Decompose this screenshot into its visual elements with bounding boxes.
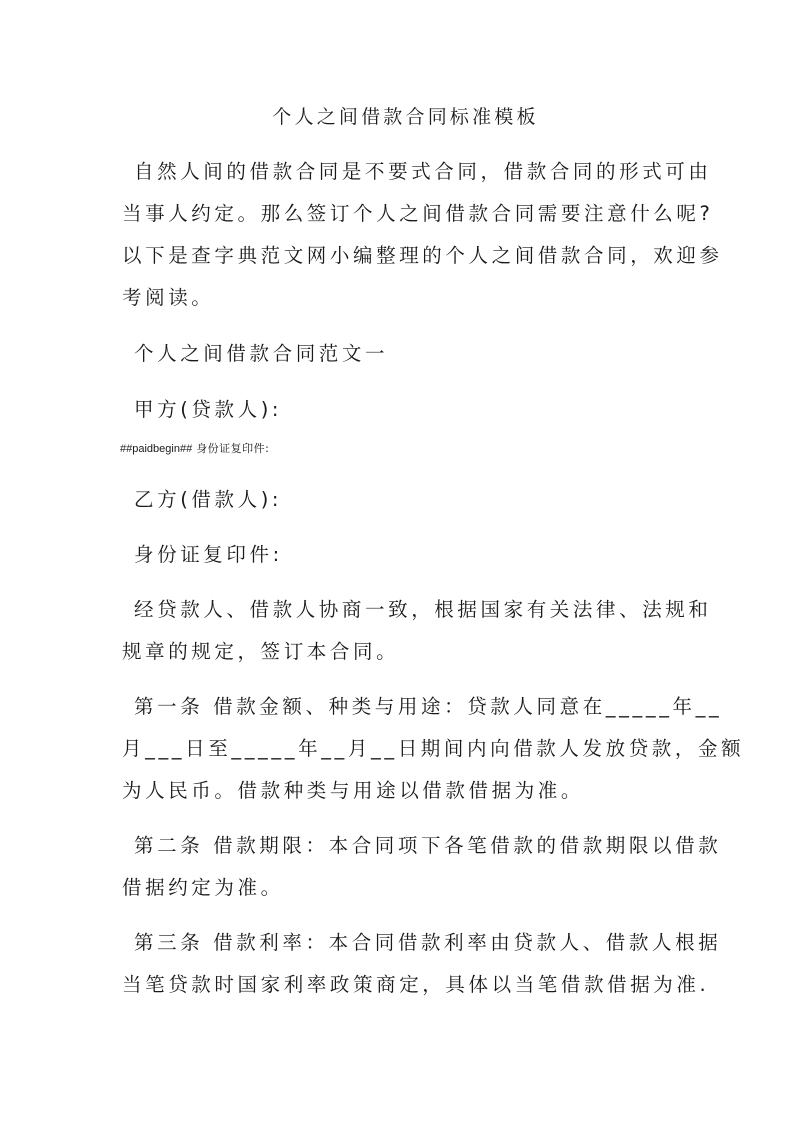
article-1-line: 第一条 借款金额、种类与用途：贷款人同意在_____年__ — [134, 695, 723, 718]
article-3-line: 当笔贷款时国家利率政策商定，具体以当笔借款借据为准. — [122, 973, 710, 996]
article-2-line: 第二条 借款期限：本合同项下各笔借款的借款期限以借款 — [134, 834, 722, 857]
preamble-line: 经贷款人、借款人协商一致，根据国家有关法律、法规和 — [134, 598, 712, 621]
preamble-line: 规章的规定，签订本合同。 — [122, 640, 400, 663]
paid-marker-tag: ##paidbegin## — [120, 443, 193, 455]
intro-line: 考阅读。 — [122, 286, 215, 309]
document-title: 个人之间借款合同标准模板 — [272, 106, 539, 128]
article-2-line: 借据约定为准。 — [122, 876, 284, 899]
article-1-line: 为人民币。借款种类与用途以借款借据为准。 — [122, 779, 585, 802]
section-heading: 个人之间借款合同范文一 — [134, 342, 389, 365]
intro-line: 自然人间的借款合同是不要式合同，借款合同的形式可由 — [134, 160, 712, 183]
paid-marker — [120, 441, 269, 457]
party-a-label: 甲方(贷款人): — [134, 398, 283, 421]
article-1-line: 月___日至_____年__月__日期间内向借款人发放贷款，金额 — [122, 737, 745, 760]
paid-marker-text: 身份证复印件: — [196, 442, 270, 455]
intro-line: 当事人约定。那么签订个人之间借款合同需要注意什么呢? — [122, 202, 714, 225]
id-copy-label: 身份证复印件: — [134, 543, 283, 566]
party-b-label: 乙方(借款人): — [134, 488, 283, 511]
intro-line: 以下是查字典范文网小编整理的个人之间借款合同，欢迎参 — [122, 244, 723, 267]
article-3-line: 第三条 借款利率：本合同借款利率由贷款人、借款人根据 — [134, 931, 722, 954]
